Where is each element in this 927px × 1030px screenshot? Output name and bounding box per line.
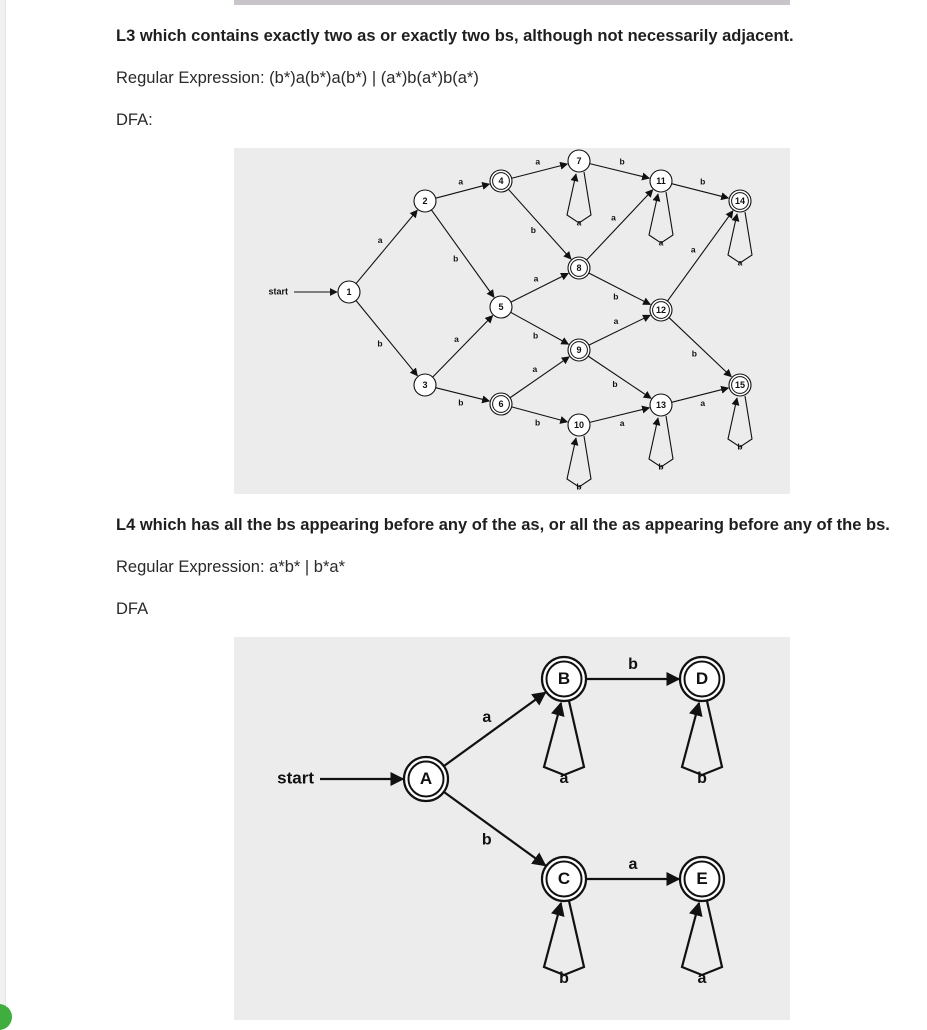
edge-label: b — [458, 397, 464, 408]
state-11 — [650, 170, 672, 192]
edge-label: a — [559, 770, 569, 788]
edge-label: a — [690, 244, 696, 255]
edge-label: a — [697, 970, 707, 988]
svg-text:1: 1 — [346, 286, 352, 297]
state-12 — [650, 299, 672, 321]
edge-label: b — [612, 379, 618, 390]
l3-dfa-diagram — [234, 148, 790, 494]
svg-text:2: 2 — [422, 195, 428, 206]
edge-9-13 — [588, 356, 651, 398]
edge-label: b — [658, 461, 664, 472]
edge-label: b — [619, 156, 625, 167]
edge-label: b — [697, 770, 707, 788]
edge-label: a — [532, 363, 538, 374]
self-loop-B — [544, 701, 584, 775]
state-5 — [490, 296, 512, 318]
edge-label: a — [613, 316, 619, 327]
svg-text:9: 9 — [576, 344, 582, 355]
edge-label: b — [700, 176, 706, 187]
l3-dfa-label: DFA: — [116, 111, 153, 129]
state-D — [680, 657, 724, 701]
edge-label: a — [482, 708, 492, 726]
self-loop-D — [682, 701, 722, 775]
edge-label: b — [559, 970, 569, 988]
state-2 — [414, 190, 436, 212]
self-loop-E — [682, 901, 722, 975]
state-A — [404, 757, 448, 801]
self-loop-10 — [567, 436, 591, 487]
edge-label: a — [377, 234, 383, 245]
edge-label: a — [533, 273, 539, 284]
start-label: start — [268, 286, 288, 297]
svg-text:C: C — [557, 868, 571, 888]
state-14 — [729, 190, 751, 212]
state-3 — [414, 374, 436, 396]
start-label: start — [277, 768, 314, 788]
state-4 — [490, 170, 512, 192]
state-15 — [729, 374, 751, 396]
state-1 — [338, 281, 360, 303]
svg-text:7: 7 — [576, 155, 582, 166]
edge-1-3 — [356, 301, 417, 376]
svg-text:4: 4 — [498, 175, 504, 186]
svg-text:13: 13 — [655, 399, 667, 410]
edge-label: b — [737, 441, 743, 452]
edge-label: b — [613, 291, 619, 302]
edge-2-5 — [431, 210, 494, 297]
svg-text:B: B — [557, 668, 571, 688]
edge-label: a — [658, 237, 664, 248]
edge-label: a — [628, 856, 638, 874]
edge-12-14 — [667, 211, 733, 301]
state-C — [542, 857, 586, 901]
state-6 — [490, 393, 512, 415]
self-loop-C — [544, 901, 584, 975]
edge-label: a — [535, 156, 541, 167]
svg-text:5: 5 — [498, 301, 504, 312]
edge-8-12 — [589, 273, 651, 305]
state-10 — [568, 414, 590, 436]
self-loop-7 — [567, 172, 591, 223]
l3-heading: L3 which contains exactly two as or exactly two bs, although not necessarily adjacent. — [116, 27, 794, 45]
svg-text:A: A — [419, 768, 433, 788]
svg-text:6: 6 — [498, 398, 504, 409]
edge-9-12 — [589, 315, 650, 345]
state-B — [542, 657, 586, 701]
state-8 — [568, 257, 590, 279]
svg-text:15: 15 — [734, 379, 746, 390]
state-13 — [650, 394, 672, 416]
edge-1-2 — [356, 210, 417, 283]
edge-label: b — [453, 253, 459, 264]
edge-label: b — [377, 338, 383, 349]
svg-text:12: 12 — [655, 304, 667, 315]
l4-dfa-diagram — [234, 637, 790, 1020]
edge-6-9 — [510, 357, 569, 398]
edge-8-11 — [587, 190, 653, 260]
edge-5-9 — [511, 312, 569, 344]
svg-text:8: 8 — [576, 262, 582, 273]
edge-label: b — [530, 224, 536, 235]
svg-text:11: 11 — [656, 175, 666, 186]
edge-A-B — [444, 692, 546, 766]
self-loop-11 — [649, 192, 673, 243]
edge-12-15 — [669, 318, 731, 377]
l4-regex: Regular Expression: a*b* | b*a* — [116, 558, 346, 576]
l3-regex: Regular Expression: (b*)a(b*)a(b*) | (a*)b(a*)b(a*) — [116, 69, 479, 87]
state-7 — [568, 150, 590, 172]
svg-text:D: D — [695, 668, 709, 688]
previous-figure-edge — [234, 0, 790, 5]
edge-label: a — [737, 257, 743, 268]
edge-label: b — [533, 330, 539, 341]
edge-4-8 — [508, 189, 571, 259]
state-E — [680, 857, 724, 901]
self-loop-13 — [649, 416, 673, 467]
edge-label: a — [576, 217, 582, 228]
edge-label: b — [481, 831, 492, 849]
edge-label: a — [454, 333, 459, 344]
state-9 — [568, 339, 590, 361]
edge-label: b — [576, 481, 582, 492]
l4-heading: L4 which has all the bs appearing before any of the as, or all the as appearing before any of the bs. — [116, 516, 890, 534]
edge-label: b — [535, 417, 541, 428]
svg-text:3: 3 — [422, 379, 428, 390]
svg-text:E: E — [696, 868, 708, 888]
edge-3-5 — [433, 316, 493, 378]
edge-A-C — [444, 792, 546, 866]
edge-label: a — [700, 397, 706, 408]
edge-label: a — [458, 176, 464, 187]
svg-text:14: 14 — [734, 195, 746, 206]
svg-text:10: 10 — [573, 419, 585, 430]
edge-label: b — [628, 656, 638, 674]
status-indicator[interactable] — [0, 1004, 12, 1030]
l4-dfa-label: DFA — [116, 600, 149, 618]
self-loop-15 — [728, 396, 752, 447]
edge-label: b — [691, 348, 697, 359]
edge-5-8 — [511, 273, 568, 302]
edge-label: a — [619, 417, 625, 428]
edge-label: a — [611, 212, 616, 223]
self-loop-14 — [728, 212, 752, 263]
left-margin-rule — [0, 0, 6, 1024]
